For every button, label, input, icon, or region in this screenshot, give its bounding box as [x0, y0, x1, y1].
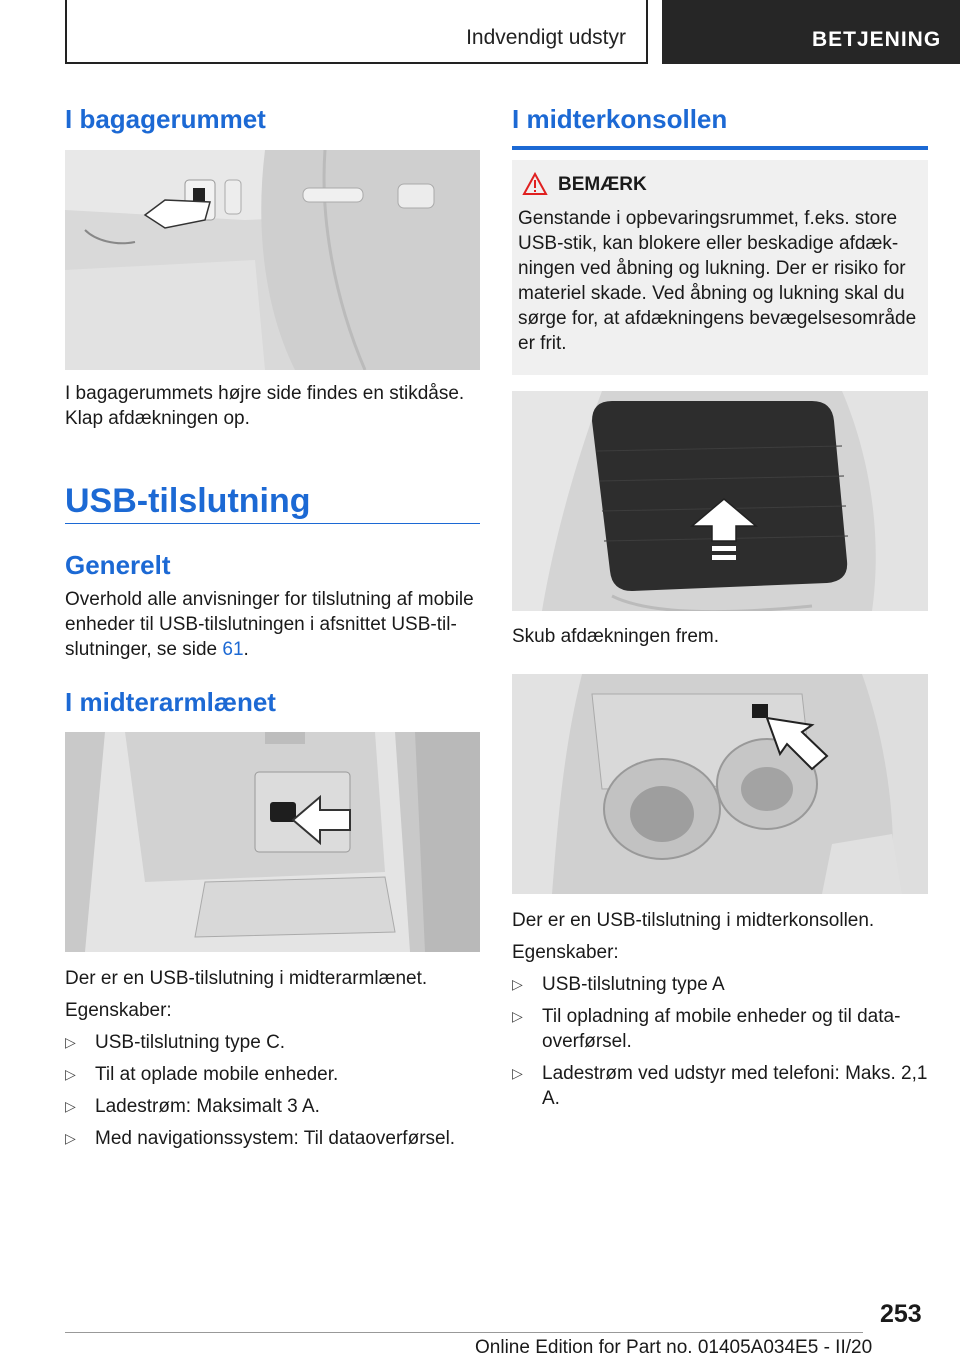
header-chapter-title: BETJENING	[812, 28, 942, 51]
header-chapter-box	[662, 0, 960, 64]
list-item: ▷ USB-tilslutning type A	[512, 974, 725, 995]
list-item: ▷ Til opladning af mobile enheder og til dataoverførsel.	[512, 1006, 901, 1052]
heading-trunk: I bagagerummet	[65, 104, 266, 134]
console-cover-image	[512, 391, 928, 611]
notice-top-rule	[512, 146, 928, 150]
list-item: ▷ USB-tilslutning type C.	[65, 1032, 286, 1053]
heading-armrest: I midterarmlænet	[65, 687, 276, 717]
armrest-text: Der er en USB-tilslutning i midterarmlænet.	[65, 968, 428, 989]
slide-text: Skub afdækningen frem.	[512, 626, 720, 647]
notice-box	[512, 160, 928, 375]
console-props-label: Egenskaber:	[512, 942, 619, 963]
console-usb-image	[512, 674, 928, 894]
page-number: 253	[880, 1300, 922, 1328]
armrest-props-label: Egenskaber:	[65, 1000, 172, 1021]
list-item: ▷ Til at oplade mobile enheder.	[65, 1064, 339, 1085]
triangle-bullet-icon: ▷	[65, 1130, 76, 1146]
trunk-image	[65, 150, 480, 370]
triangle-bullet-icon: ▷	[65, 1034, 76, 1050]
triangle-bullet-icon: ▷	[512, 1065, 523, 1081]
notice-title: BEMÆRK	[558, 174, 647, 195]
trunk-text: I bagagerummets højre side findes en stikdåse. Klap afdækningen op.	[65, 383, 465, 429]
list-item: ▷ Ladestrøm ved udstyr med telefoni: Maks. 2,1 A.	[512, 1063, 928, 1109]
triangle-bullet-icon: ▷	[512, 976, 523, 992]
heading-rule	[65, 523, 480, 524]
console-properties-list	[512, 972, 928, 1118]
warning-triangle-icon	[522, 172, 548, 196]
triangle-bullet-icon: ▷	[65, 1066, 76, 1082]
heading-general: Generelt	[65, 550, 171, 580]
list-item: ▷ Med navigationssystem: Til dataoverførsel.	[65, 1128, 456, 1149]
armrest-properties-list	[65, 1030, 485, 1158]
header-section-box	[65, 0, 648, 64]
footer-edition: Online Edition for Part no. 01405A034E5 - II/20	[475, 1337, 873, 1358]
heading-usb: USB-tilslutning	[65, 482, 311, 520]
heading-console: I midterkonsollen	[512, 104, 728, 134]
general-text: Overhold alle anvisninger for tilslutning af mobile enheder til USB-tilslutningen i afsnittet USB-tilslutninger, se side 61.	[65, 589, 474, 660]
armrest-image	[65, 732, 480, 952]
footer-rule	[65, 1332, 863, 1333]
triangle-bullet-icon: ▷	[65, 1098, 76, 1114]
list-item: ▷ Ladestrøm: Maksimalt 3 A.	[65, 1096, 320, 1117]
header-section-title: Indvendigt udstyr	[466, 26, 626, 49]
notice-text: Genstande i opbevaringsrummet, f.eks. store USB-stik, kan blokere eller beskadige afdækningen ved åbning og lukning. Der er risiko for materiel skade. Ved åbning og lukning skal du sørge for, at afdækningens bevægelsesområde er frit.	[518, 208, 917, 354]
console-text: Der er en USB-tilslutning i midterkonsollen.	[512, 910, 875, 931]
triangle-bullet-icon: ▷	[512, 1008, 523, 1024]
page-link[interactable]: 61	[222, 639, 244, 660]
